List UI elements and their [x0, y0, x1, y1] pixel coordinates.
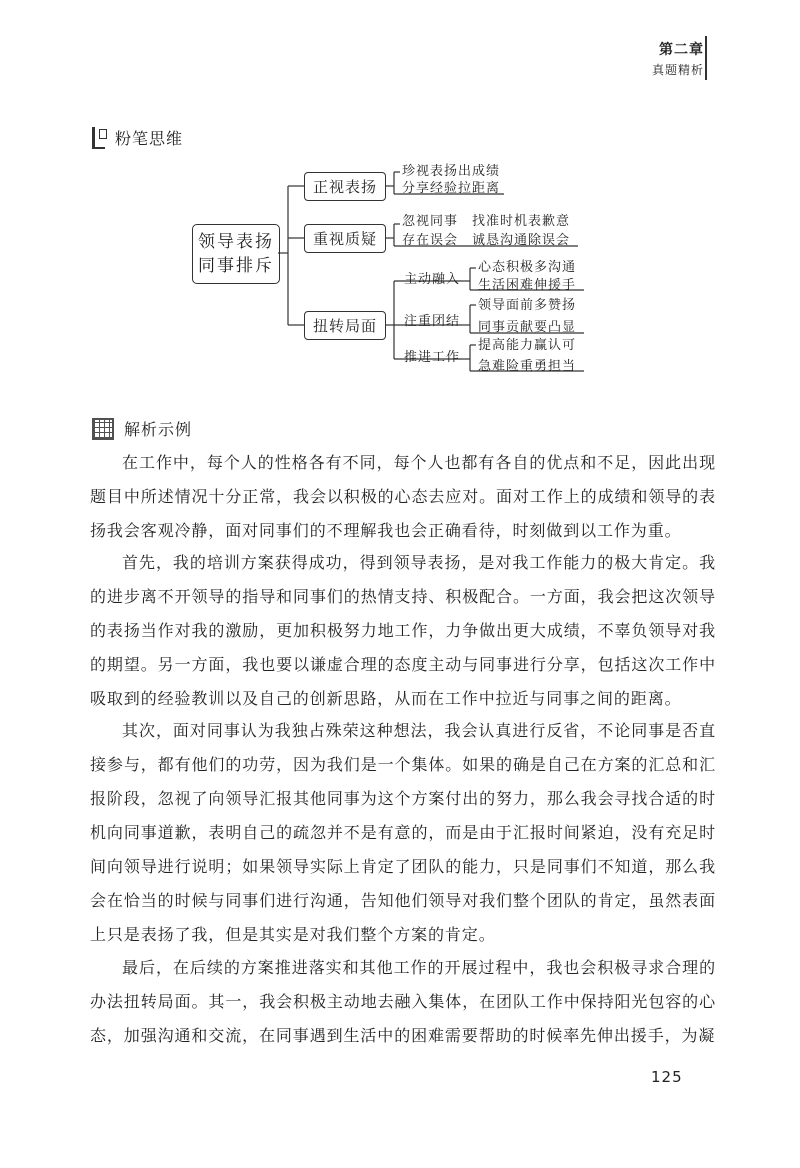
chapter-label: 第二章: [659, 42, 704, 58]
sub-branch: 推进工作: [404, 350, 461, 365]
leaf: 忽视同事 找准时机表歉意: [402, 214, 571, 229]
leaf: 急难险重勇担当: [478, 359, 577, 374]
mind-map-root: [192, 224, 280, 284]
root-line-2: 同事排斥: [198, 256, 274, 276]
paragraph-3: 其次，面对同事认为我独占殊荣这种想法，我会认真进行反省，不论同事是否直接参与，都有他们的功劳，因为我们是一个集体。如果的确是自己在方案的汇总和汇报阶段，忽视了向领导汇报其他同事为这个方案付出的努力，那么我会寻找合适的时机向同事道歉，表明自己的疏忽并不是有意的，而是由于汇报时间紧迫，没有充足时间向领导进行说明；如果领导实际上肯定了团队的能力，只是同事们不知道，那么我会在恰当的时候与同事们进行沟通，告知他们领导对我们整个团队的肯定，虽然表面上只是表扬了我，但是其实是对我们整个方案的肯定。: [90, 721, 716, 944]
branch-address-doubts: 重视质疑: [304, 224, 386, 253]
sub-branch: 注重团结: [404, 314, 461, 329]
sub-branch: 主动融入: [404, 272, 461, 287]
mind-map: [0, 0, 800, 400]
page-number: 125: [651, 1068, 683, 1086]
paragraph-1: 在工作中，每个人的性格各有不同，每个人也都有各自的优点和不足，因此出现题目中所述情况十分正常，我会以积极的心态去应对。面对工作上的成绩和领导的表扬我会客观冷静，面对同事们的不理解我也会正确看待，时刻做到以工作为重。: [90, 453, 716, 540]
leaf: 心态积极多沟通: [478, 260, 577, 275]
section-title-analysis: [92, 417, 192, 440]
leaf: 同事贡献要凸显: [478, 320, 577, 335]
chapter-subtitle: 真题精析: [651, 63, 704, 77]
leaf: 领导面前多赞扬: [478, 298, 577, 313]
grid-icon: [92, 418, 114, 440]
root-line-1: 领导表扬: [198, 232, 274, 252]
paragraph-2: 首先，我的培训方案获得成功，得到领导表扬，是对我工作能力的极大肯定。我的进步离不开领导的指导和同事们的热情支持、积极配合。一方面，我会把这次领导的表扬当作对我的激励，更加积极努力地工作，力争做出更大成绩，不辜负领导对我的期望。另一方面，我也要以谦虚合理的态度主动与同事进行分享，包括这次工作中吸取到的经验教训以及自己的创新思路，从而在工作中拉近与同事之间的距离。: [90, 553, 716, 708]
leaf: 分享经验拉距离: [402, 181, 501, 196]
branch-acknowledge-praise: 正视表扬: [304, 172, 386, 201]
section-title-text: 解析示例: [124, 420, 193, 439]
leaf: 珍视表扬出成绩: [402, 164, 501, 179]
section-title-text: 粉笔思维: [115, 129, 184, 148]
leaf: 提高能力赢认可: [478, 338, 577, 353]
branch-turn-around: 扭转局面: [304, 311, 386, 340]
leaf: 生活困难伸援手: [478, 278, 577, 293]
leaf: 存在误会 诚恳沟通除误会: [402, 233, 571, 248]
mind-map-connectors: [0, 0, 800, 400]
paragraph-4: 最后，在后续的方案推进落实和其他工作的开展过程中，我也会积极寻求合理的办法扭转局面。其一，我会积极主动地去融入集体，在团队工作中保持阳光包容的心态，加强沟通和交流，在同事遇到生活中的困难需要帮助的时候率先伸出援手，为凝: [90, 958, 716, 1045]
